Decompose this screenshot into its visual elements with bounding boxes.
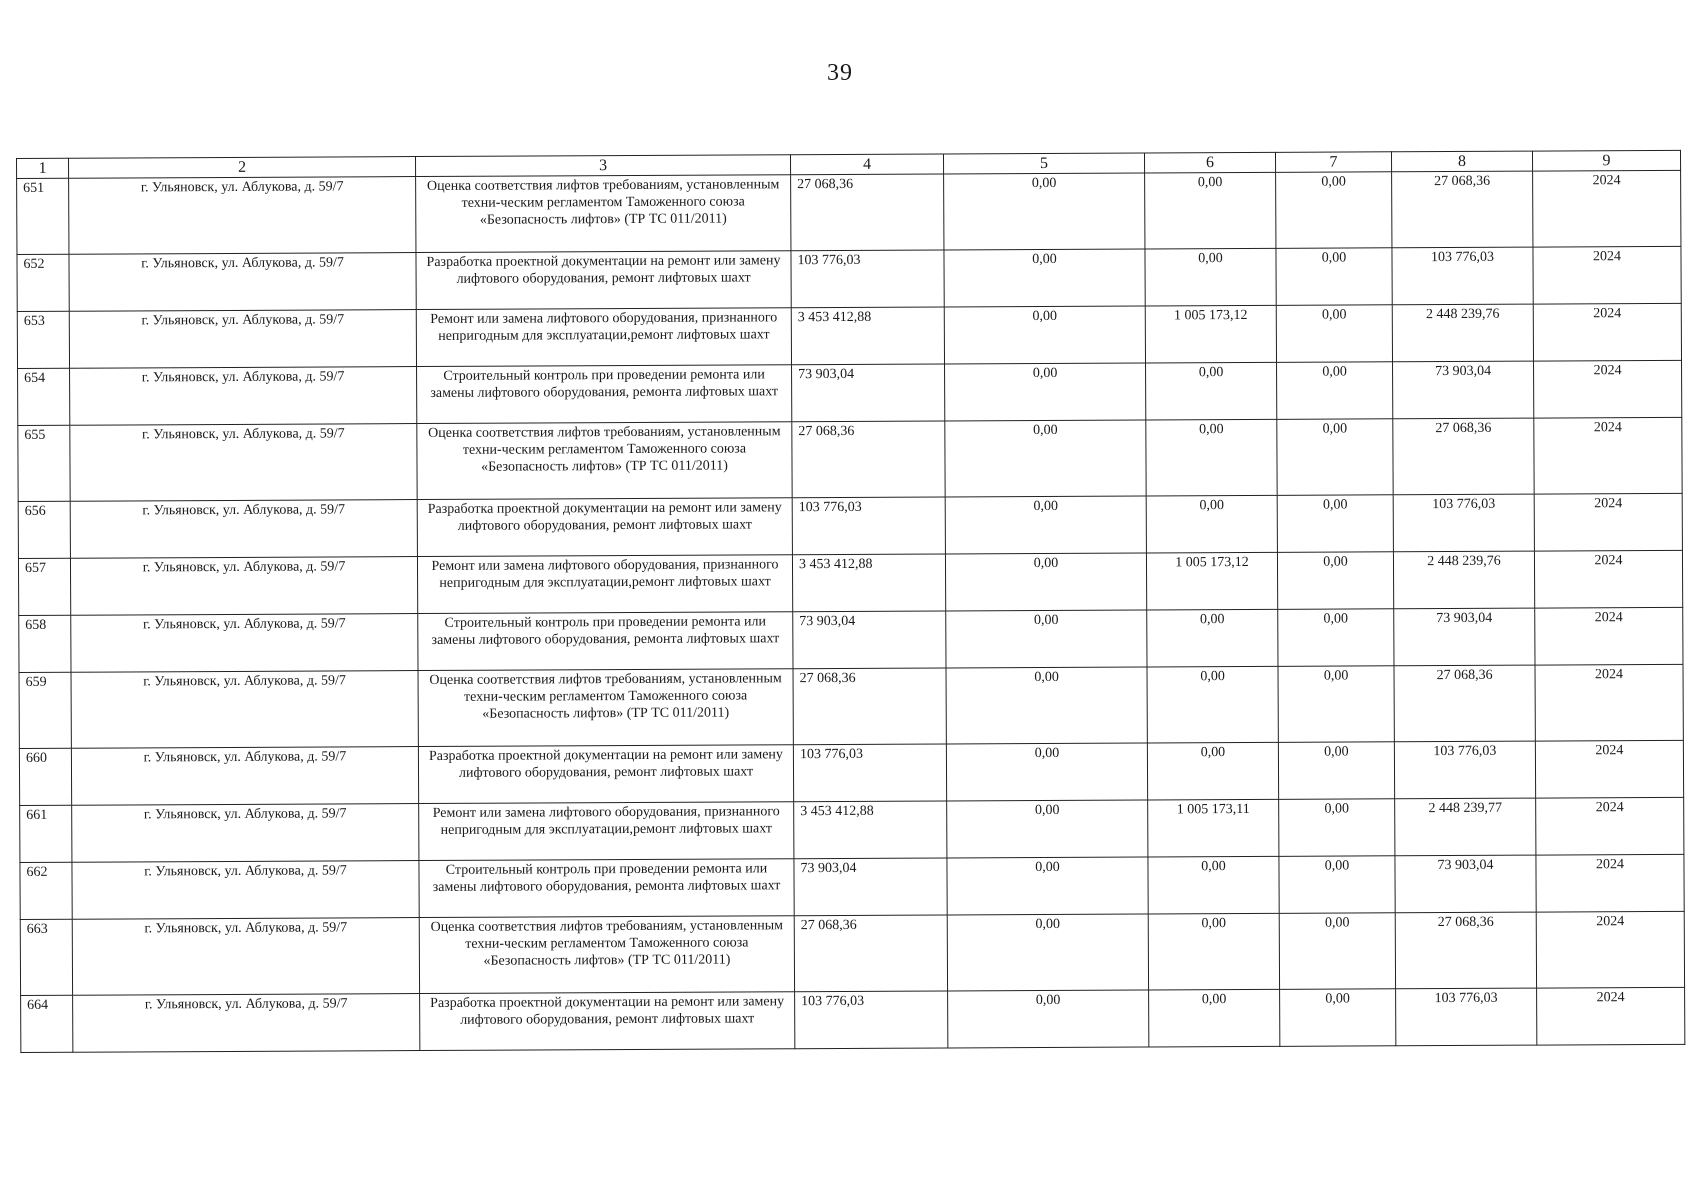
year-cell: 2024 (1535, 608, 1683, 666)
column-5-cell: 0,00 (945, 496, 1146, 554)
table-row (20, 855, 1684, 920)
column-7-cell: 0,00 (1277, 495, 1393, 553)
work-type-cell: Строительный контроль при проведении ремонта или замены лифтового оборудования, ремонта лифтовых шахт (418, 612, 793, 671)
column-8-cell: 27 068,36 (1395, 912, 1536, 989)
address-cell: г. Ульяновск, ул. Аблукова, д. 59/7 (69, 177, 416, 255)
year-cell: 2024 (1534, 494, 1682, 552)
row-number-cell: 656 (18, 501, 70, 558)
year-cell: 2024 (1534, 418, 1682, 495)
column-7-cell: 0,00 (1278, 609, 1394, 667)
register-table (16, 150, 1685, 1053)
column-header: 3 (415, 155, 790, 177)
column-6-cell: 0,00 (1147, 743, 1278, 801)
row-number-cell: 651 (17, 178, 69, 254)
work-type-cell: Оценка соответствия лифтов требованиям, установленным техни-ческим регламентом Таможенного союза «Безопасность лифтов» (ТР ТС 011/2011) (419, 916, 794, 994)
column-5-cell: 0,00 (945, 420, 1146, 497)
column-6-cell: 0,00 (1146, 420, 1277, 497)
work-type-cell: Ремонт или замена лифтового оборудования, признанного непригодным для эксплуатации,ремонт лифтовых шахт (419, 802, 794, 861)
column-7-cell: 0,00 (1278, 666, 1394, 743)
address-cell: г. Ульяновск, ул. Аблукова, д. 59/7 (70, 557, 417, 616)
table-row (18, 494, 1682, 559)
year-cell: 2024 (1536, 798, 1684, 856)
column-8-cell: 103 776,03 (1393, 494, 1534, 552)
column-5-cell: 0,00 (947, 800, 1148, 858)
column-6-cell: 0,00 (1148, 857, 1279, 915)
column-6-cell: 1 005 173,11 (1148, 800, 1279, 858)
total-cost-cell: 73 903,04 (792, 364, 945, 422)
column-5-cell: 0,00 (947, 857, 1148, 915)
row-number-cell: 664 (21, 995, 73, 1052)
column-6-cell: 0,00 (1145, 173, 1276, 250)
row-number-cell: 660 (19, 748, 71, 805)
column-8-cell: 73 903,04 (1393, 361, 1534, 419)
address-cell: г. Ульяновск, ул. Аблукова, д. 59/7 (70, 424, 417, 502)
year-cell: 2024 (1533, 171, 1681, 248)
column-5-cell: 0,00 (948, 990, 1149, 1048)
work-type-cell: Разработка проектной документации на ремонт или замену лифтового оборудования, ремонт лифтовых шахт (416, 251, 791, 310)
column-7-cell: 0,00 (1277, 552, 1393, 610)
column-header: 9 (1532, 150, 1680, 171)
column-7-cell: 0,00 (1279, 913, 1395, 990)
column-8-cell: 73 903,04 (1394, 608, 1535, 666)
year-cell: 2024 (1534, 361, 1682, 419)
row-number-cell: 652 (17, 254, 69, 311)
year-cell: 2024 (1533, 304, 1681, 362)
work-type-cell: Разработка проектной документации на ремонт или замену лифтового оборудования, ремонт лифтовых шахт (420, 992, 795, 1051)
year-cell: 2024 (1535, 741, 1683, 799)
column-7-cell: 0,00 (1279, 799, 1395, 857)
column-7-cell: 0,00 (1279, 856, 1395, 914)
total-cost-cell: 103 776,03 (792, 497, 945, 555)
column-8-cell: 2 448 239,77 (1395, 798, 1536, 856)
column-header: 5 (943, 153, 1144, 174)
year-cell: 2024 (1534, 551, 1682, 609)
column-7-cell: 0,00 (1276, 248, 1392, 306)
row-number-cell: 659 (19, 672, 71, 748)
column-8-cell: 103 776,03 (1392, 247, 1533, 305)
total-cost-cell: 3 453 412,88 (792, 554, 945, 612)
column-6-cell: 0,00 (1147, 610, 1278, 668)
column-6-cell: 0,00 (1145, 249, 1276, 307)
total-cost-cell: 73 903,04 (794, 858, 947, 916)
column-6-cell: 0,00 (1147, 667, 1278, 744)
total-cost-cell: 27 068,36 (794, 915, 947, 992)
table-row (20, 912, 1684, 996)
column-6-cell: 1 005 173,12 (1146, 553, 1277, 611)
address-cell: г. Ульяновск, ул. Аблукова, д. 59/7 (69, 253, 416, 312)
column-5-cell: 0,00 (944, 306, 1145, 364)
total-cost-cell: 27 068,36 (793, 668, 946, 745)
column-8-cell: 27 068,36 (1392, 171, 1533, 248)
row-number-cell: 663 (20, 919, 72, 995)
column-8-cell: 27 068,36 (1393, 418, 1534, 495)
table-row (18, 361, 1682, 426)
column-header: 8 (1391, 151, 1532, 172)
work-type-cell: Разработка проектной документации на ремонт или замену лифтового оборудования, ремонт лифтовых шахт (418, 745, 793, 804)
address-cell: г. Ульяновск, ул. Аблукова, д. 59/7 (71, 747, 418, 806)
year-cell: 2024 (1536, 855, 1684, 913)
column-header: 2 (69, 157, 416, 179)
column-header: 6 (1144, 152, 1275, 173)
year-cell: 2024 (1536, 912, 1684, 989)
total-cost-cell: 103 776,03 (791, 250, 944, 308)
work-type-cell: Оценка соответствия лифтов требованиям, установленным техни-ческим регламентом Таможенного союза «Безопасность лифтов» (ТР ТС 011/2011) (416, 175, 791, 253)
column-header: 4 (790, 154, 943, 175)
column-6-cell: 1 005 173,12 (1145, 306, 1276, 364)
table-row (20, 798, 1684, 863)
column-8-cell: 73 903,04 (1395, 855, 1536, 913)
address-cell: г. Ульяновск, ул. Аблукова, д. 59/7 (72, 861, 419, 920)
table-row (19, 608, 1683, 673)
table-row (17, 304, 1681, 369)
column-5-cell: 0,00 (946, 610, 1147, 668)
column-5-cell: 0,00 (945, 363, 1146, 421)
column-7-cell: 0,00 (1280, 989, 1396, 1047)
column-5-cell: 0,00 (946, 743, 1147, 801)
column-header: 1 (17, 158, 69, 178)
total-cost-cell: 3 453 412,88 (794, 801, 947, 859)
column-6-cell: 0,00 (1146, 363, 1277, 421)
column-8-cell: 103 776,03 (1396, 988, 1537, 1046)
column-6-cell: 0,00 (1146, 496, 1277, 554)
register-table-wrapper (16, 150, 1684, 1053)
address-cell: г. Ульяновск, ул. Аблукова, д. 59/7 (69, 310, 416, 369)
address-cell: г. Ульяновск, ул. Аблукова, д. 59/7 (71, 614, 418, 673)
table-row (21, 988, 1685, 1053)
column-7-cell: 0,00 (1278, 742, 1394, 800)
column-7-cell: 0,00 (1277, 362, 1393, 420)
table-row (18, 551, 1682, 616)
work-type-cell: Оценка соответствия лифтов требованиям, установленным техни-ческим регламентом Таможенного союза «Безопасность лифтов» (ТР ТС 011/2011) (418, 669, 793, 747)
year-cell: 2024 (1537, 988, 1685, 1046)
column-5-cell: 0,00 (947, 914, 1148, 991)
total-cost-cell: 73 903,04 (793, 611, 946, 669)
column-6-cell: 0,00 (1149, 990, 1280, 1048)
table-body (17, 171, 1685, 1053)
column-5-cell: 0,00 (944, 249, 1145, 307)
row-number-cell: 662 (20, 862, 72, 919)
column-7-cell: 0,00 (1276, 172, 1392, 249)
work-type-cell: Разработка проектной документации на ремонт или замену лифтового оборудования, ремонт лифтовых шахт (417, 498, 792, 557)
total-cost-cell: 27 068,36 (792, 421, 945, 498)
column-7-cell: 0,00 (1276, 305, 1392, 363)
work-type-cell: Ремонт или замена лифтового оборудования, признанного непригодным для эксплуатации,ремонт лифтовых шахт (417, 555, 792, 614)
column-5-cell: 0,00 (945, 553, 1146, 611)
total-cost-cell: 27 068,36 (791, 174, 944, 251)
column-8-cell: 2 448 239,76 (1392, 304, 1533, 362)
address-cell: г. Ульяновск, ул. Аблукова, д. 59/7 (70, 500, 417, 559)
work-type-cell: Строительный контроль при проведении ремонта или замены лифтового оборудования, ремонта лифтовых шахт (417, 365, 792, 424)
address-cell: г. Ульяновск, ул. Аблукова, д. 59/7 (70, 367, 417, 426)
column-7-cell: 0,00 (1277, 419, 1393, 496)
column-6-cell: 0,00 (1148, 914, 1279, 991)
row-number-cell: 657 (18, 558, 70, 615)
column-8-cell: 103 776,03 (1394, 741, 1535, 799)
year-cell: 2024 (1535, 665, 1683, 742)
column-5-cell: 0,00 (944, 173, 1145, 250)
row-number-cell: 654 (18, 368, 70, 425)
address-cell: г. Ульяновск, ул. Аблукова, д. 59/7 (71, 671, 418, 749)
work-type-cell: Строительный контроль при проведении ремонта или замены лифтового оборудования, ремонта лифтовых шахт (419, 859, 794, 918)
year-cell: 2024 (1533, 247, 1681, 305)
work-type-cell: Ремонт или замена лифтового оборудования, признанного непригодным для эксплуатации,ремонт лифтовых шахт (416, 308, 791, 367)
column-5-cell: 0,00 (946, 667, 1147, 744)
column-8-cell: 2 448 239,76 (1393, 551, 1534, 609)
table-row (19, 741, 1683, 806)
column-header: 7 (1275, 152, 1391, 173)
total-cost-cell: 103 776,03 (795, 991, 948, 1049)
table-row (17, 247, 1681, 312)
address-cell: г. Ульяновск, ул. Аблукова, д. 59/7 (72, 804, 419, 863)
table-row (19, 665, 1683, 749)
row-number-cell: 655 (18, 425, 70, 501)
row-number-cell: 653 (17, 311, 69, 368)
table-row (17, 171, 1681, 255)
total-cost-cell: 103 776,03 (793, 744, 946, 802)
address-cell: г. Ульяновск, ул. Аблукова, д. 59/7 (73, 994, 420, 1053)
table-row (18, 418, 1682, 502)
row-number-cell: 661 (20, 805, 72, 862)
page-number: 39 (827, 60, 853, 86)
address-cell: г. Ульяновск, ул. Аблукова, д. 59/7 (72, 918, 419, 996)
column-8-cell: 27 068,36 (1394, 665, 1535, 742)
total-cost-cell: 3 453 412,88 (791, 307, 944, 365)
work-type-cell: Оценка соответствия лифтов требованиям, установленным техни-ческим регламентом Таможенного союза «Безопасность лифтов» (ТР ТС 011/2011) (417, 422, 792, 500)
row-number-cell: 658 (19, 615, 71, 672)
